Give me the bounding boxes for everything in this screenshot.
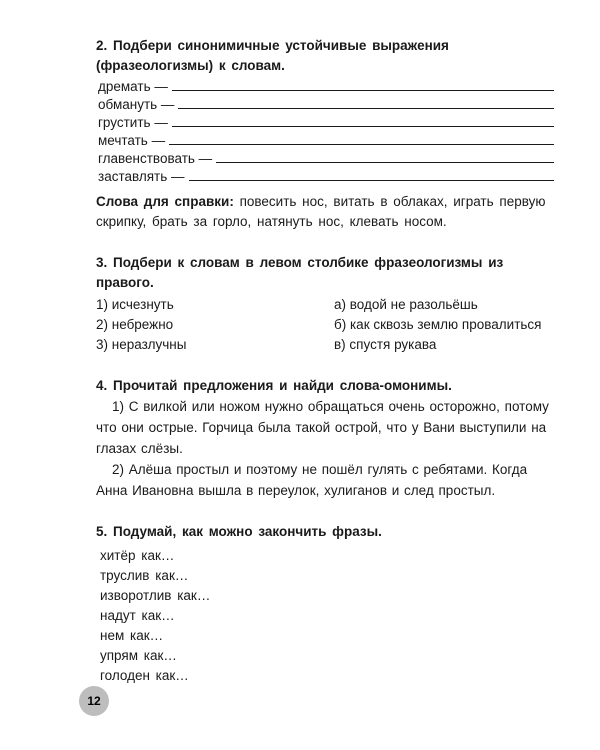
task-3-heading: 3. Подбери к словам в левом столбике фразеологизмы из правого. bbox=[96, 255, 504, 290]
right-column bbox=[316, 295, 554, 355]
fill-row[interactable] bbox=[96, 166, 554, 184]
word-label: обмануть — bbox=[98, 97, 175, 112]
answer-line[interactable] bbox=[178, 98, 554, 109]
right-item: в) спустя рукава bbox=[334, 337, 437, 352]
task-2 bbox=[96, 36, 554, 232]
left-column bbox=[96, 295, 316, 355]
reference-label: Слова для справки: bbox=[96, 194, 234, 209]
fill-row[interactable] bbox=[96, 130, 554, 148]
phrase-list bbox=[96, 546, 554, 686]
phrase-item: надут как… bbox=[100, 608, 175, 623]
fill-row[interactable] bbox=[96, 148, 554, 166]
right-item: б) как сквозь землю провалиться bbox=[334, 317, 542, 332]
answer-line[interactable] bbox=[189, 170, 554, 181]
task-5-heading: 5. Подумай, как можно закончить фразы. bbox=[96, 524, 382, 539]
matching-columns bbox=[96, 295, 554, 355]
answer-line[interactable] bbox=[172, 80, 554, 91]
answer-line[interactable] bbox=[169, 134, 554, 145]
worksheet-page bbox=[96, 36, 554, 707]
word-label: дремать — bbox=[98, 79, 168, 94]
left-item: 1) исчезнуть bbox=[96, 297, 174, 312]
sentence-paragraph: 1) С вилкой или ножом нужно обращаться очень осторожно, потому что они острые. Горчица была такой острой, что у Вани выступили на глазах слёзы. bbox=[96, 399, 549, 456]
word-label: заставлять — bbox=[98, 169, 185, 184]
page-number-badge: 12 bbox=[79, 686, 109, 716]
right-item: а) водой не разольёшь bbox=[334, 297, 478, 312]
phrase-item: голоден как… bbox=[100, 668, 189, 683]
phrase-item: нем как… bbox=[100, 628, 164, 643]
task-4 bbox=[96, 376, 554, 501]
fill-row[interactable] bbox=[96, 112, 554, 130]
phrase-item: упрям как… bbox=[100, 648, 177, 663]
answer-line[interactable] bbox=[216, 152, 554, 163]
task-4-heading: 4. Прочитай предложения и найди слова-омонимы. bbox=[96, 378, 452, 393]
reference-text: повесить нос, витать в облаках, играть первую скрипку, брать за горло, натянуть нос, клевать носом. bbox=[96, 194, 546, 229]
fill-row[interactable] bbox=[96, 76, 554, 94]
word-label: мечтать — bbox=[98, 133, 166, 148]
task-5 bbox=[96, 522, 554, 686]
reference-words bbox=[96, 192, 554, 232]
phrase-item: хитёр как… bbox=[100, 548, 175, 563]
fill-row[interactable] bbox=[96, 94, 554, 112]
word-label: грустить — bbox=[98, 115, 168, 130]
phrase-item: труслив как… bbox=[100, 568, 189, 583]
word-label: главенствовать — bbox=[98, 151, 213, 166]
sentence-paragraph: 2) Алёша простыл и поэтому не пошёл гулять с ребятами. Когда Анна Ивановна вышла в переулок, хулиганов и след простыл. bbox=[96, 462, 528, 498]
answer-line[interactable] bbox=[172, 116, 554, 127]
left-item: 2) небрежно bbox=[96, 317, 174, 332]
phrase-item: изворотлив как… bbox=[100, 588, 211, 603]
task-3 bbox=[96, 253, 554, 355]
left-item: 3) неразлучны bbox=[96, 337, 187, 352]
task-2-heading: 2. Подбери синонимичные устойчивые выражения (фразеологизмы) к словам. bbox=[96, 38, 449, 73]
task-2-word-list bbox=[96, 76, 554, 184]
